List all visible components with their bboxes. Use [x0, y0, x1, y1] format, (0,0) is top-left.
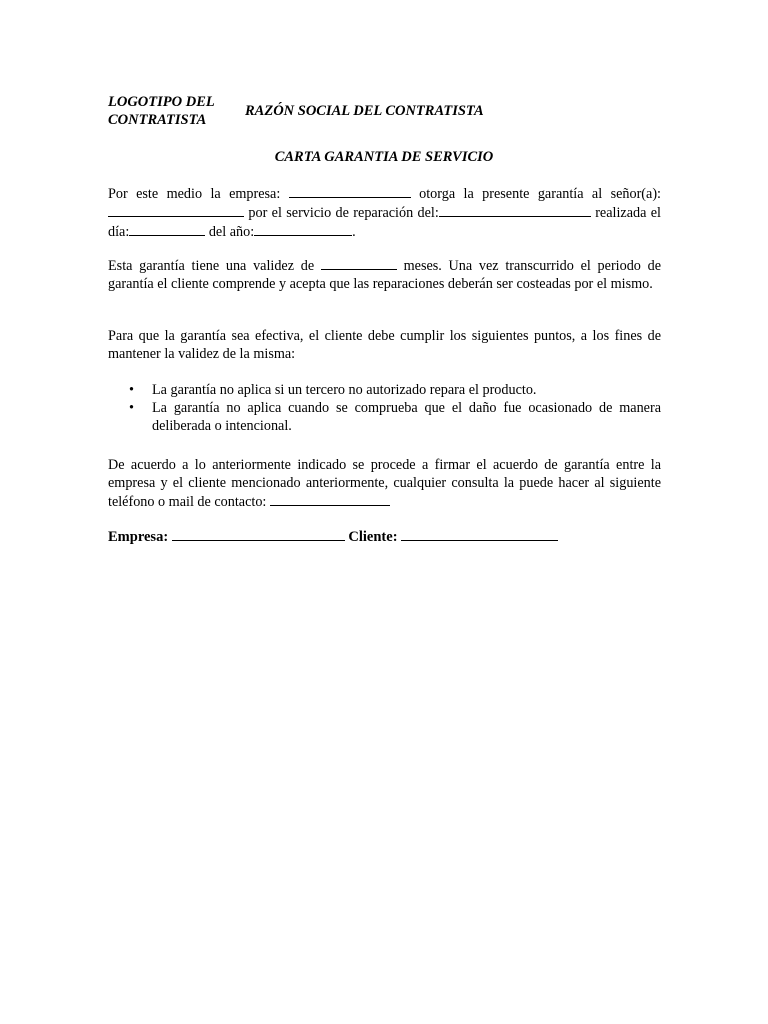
- blank-months: [321, 256, 397, 270]
- paragraph-parties: [108, 184, 661, 241]
- blank-company: [289, 184, 411, 198]
- text-date-year: del año:: [208, 224, 255, 240]
- text-guarantee-to: otorga la presente garantía al señor(a):: [419, 186, 661, 202]
- blank-company-signature: [172, 527, 345, 541]
- list-item: [108, 399, 661, 435]
- blank-client-name: [108, 203, 244, 217]
- list-item: [108, 381, 661, 399]
- list-item-text: La garantía no aplica si un tercero no autorizado repara el producto.: [152, 382, 537, 398]
- document-title: CARTA GARANTIA DE SERVICIO: [274, 149, 494, 165]
- blank-repair-item: [439, 203, 591, 217]
- text-company-intro: Por este medio la empresa:: [108, 186, 281, 202]
- blank-client-signature: [401, 527, 558, 541]
- paragraph-validity: [108, 256, 661, 293]
- signature-line: [108, 527, 661, 546]
- conditions-list: [108, 381, 661, 435]
- list-item-text: La garantía no aplica cuando se comprueba que el daño fue ocasionado de manera deliberada o intencional.: [152, 400, 661, 434]
- bullet-icon: •: [129, 382, 134, 398]
- text-date-day: realizada el día:: [108, 205, 662, 240]
- paragraph-conditions: Para que la garantía sea efectiva, el cliente debe cumplir los siguientes puntos, a los fines de mantener la validez de la misma:: [108, 328, 661, 362]
- logo-placeholder: LOGOTIPO DEL CONTRATISTA: [108, 94, 215, 128]
- paragraph-agreement: [108, 456, 661, 511]
- text-repair-of: por el servicio de reparación del:: [248, 205, 439, 221]
- text-validity-intro: Esta garantía tiene una validez de: [108, 258, 315, 274]
- blank-day: [129, 222, 205, 236]
- bullet-icon: •: [129, 400, 134, 416]
- text-period: .: [352, 224, 356, 240]
- company-name: RAZÓN SOCIAL DEL CONTRATISTA: [245, 103, 484, 119]
- blank-contact: [270, 492, 390, 506]
- client-signature-label: Cliente:: [348, 529, 398, 545]
- company-signature-label: Empresa:: [108, 529, 169, 545]
- text-agreement: De acuerdo a lo anteriormente indicado se procede a firmar el acuerdo de garantía entre la empresa y el cliente mencionado anteriormente, cualquier consulta la puede hacer al siguiente teléfono o mail de contacto:: [108, 457, 661, 510]
- blank-year: [254, 222, 352, 236]
- text-validity-terms: meses. Una vez transcurrido el periodo de garantía el cliente comprende y acepta que las reparaciones deberán ser costeadas por el mismo.: [108, 258, 662, 292]
